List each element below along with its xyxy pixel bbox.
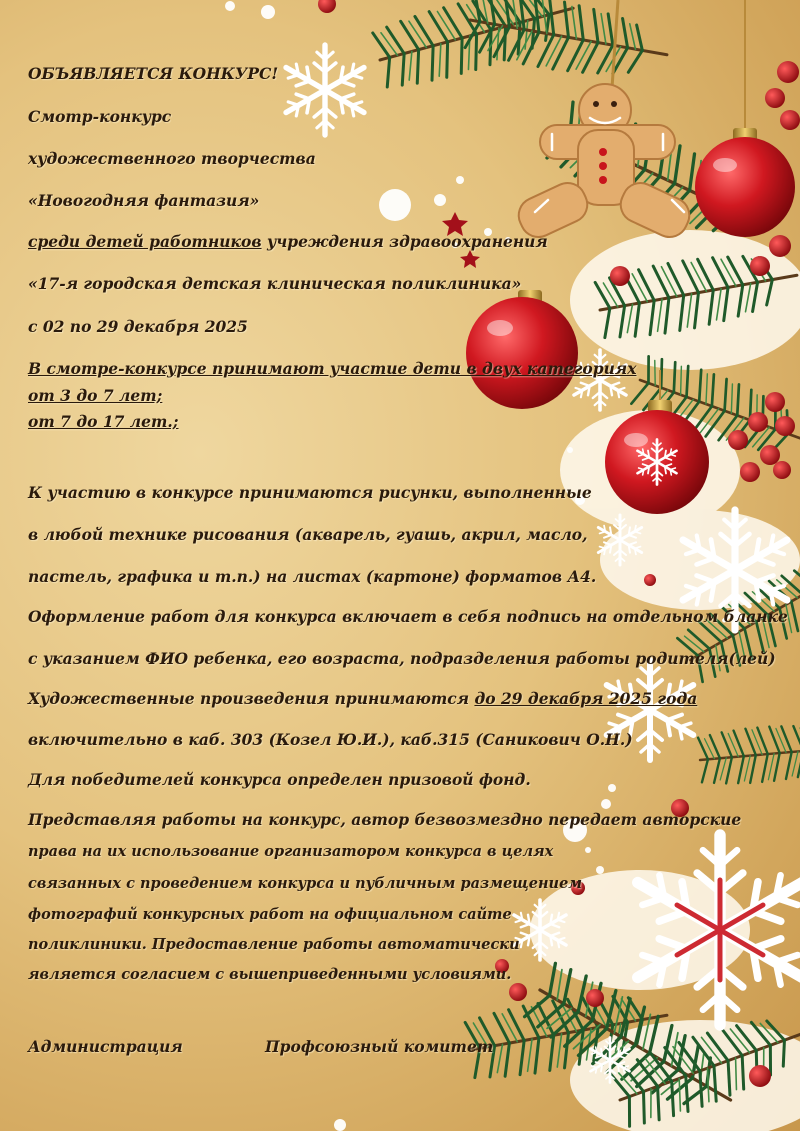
deadline-line: [28, 690, 697, 708]
contest-dates: с 02 по 29 декабря 2025: [28, 317, 248, 336]
rules-line: К участию в конкурсе принимаются рисунки, выполненные: [28, 483, 592, 502]
rules-line: с указанием ФИО ребенка, его возраста, подразделения работы родителя(лей): [28, 649, 776, 668]
intro-line: Смотр-конкурс: [28, 107, 172, 126]
prize-fund-line: Для победителей конкурса определен призовой фонд.: [28, 770, 531, 789]
category-item: от 3 до 7 лет;: [28, 386, 163, 405]
rights-line: права на их использование организатором конкурса в целях: [28, 843, 554, 860]
rules-line: включительно в каб. 303 (Козел Ю.И.), каб.315 (Саникович О.Н.): [28, 730, 633, 749]
intro-line-rest: учреждения здравоохранения: [261, 232, 548, 251]
announcement-heading: ОБЪЯВЛЯЕТСЯ КОНКУРС!: [28, 64, 279, 83]
rights-line: поликлиники. Предоставление работы автоматически: [28, 936, 520, 953]
rights-line: является согласием с вышеприведенными условиями.: [28, 966, 512, 983]
category-item: от 7 до 17 лет.;: [28, 412, 179, 431]
rules-line: Оформление работ для конкурса включает в себя подпись на отдельном бланке: [28, 607, 788, 626]
underlined-phrase: среди детей работников: [28, 232, 262, 251]
signature-administration: Администрация: [28, 1037, 183, 1056]
contest-title: «Новогодняя фантазия»: [28, 191, 260, 210]
signature-trade-union: Профсоюзный комитет: [265, 1037, 494, 1056]
intro-line: [28, 233, 548, 251]
rights-line: связанных с проведением конкурса и публичным размещением: [28, 875, 583, 892]
rights-line: фотографий конкурсных работ на официальном сайте: [28, 906, 512, 923]
rights-line: Представляя работы на конкурс, автор безвозмездно передает авторские: [28, 810, 742, 829]
categories-title: В смотре-конкурсе принимают участие дети в двух категориях: [28, 359, 637, 378]
institution-name: «17-я городская детская клиническая поликлиника»: [28, 274, 522, 293]
rules-line: в любой технике рисования (акварель, гуашь, акрил, масло,: [28, 525, 588, 544]
deadline-date: до 29 декабря 2025 года: [474, 689, 698, 708]
intro-line: художественного творчества: [28, 149, 316, 168]
deadline-line-start: Художественные произведения принимаются: [28, 689, 475, 708]
rules-line: пастель, графика и т.п.) на листах (картоне) форматов А4.: [28, 567, 597, 586]
